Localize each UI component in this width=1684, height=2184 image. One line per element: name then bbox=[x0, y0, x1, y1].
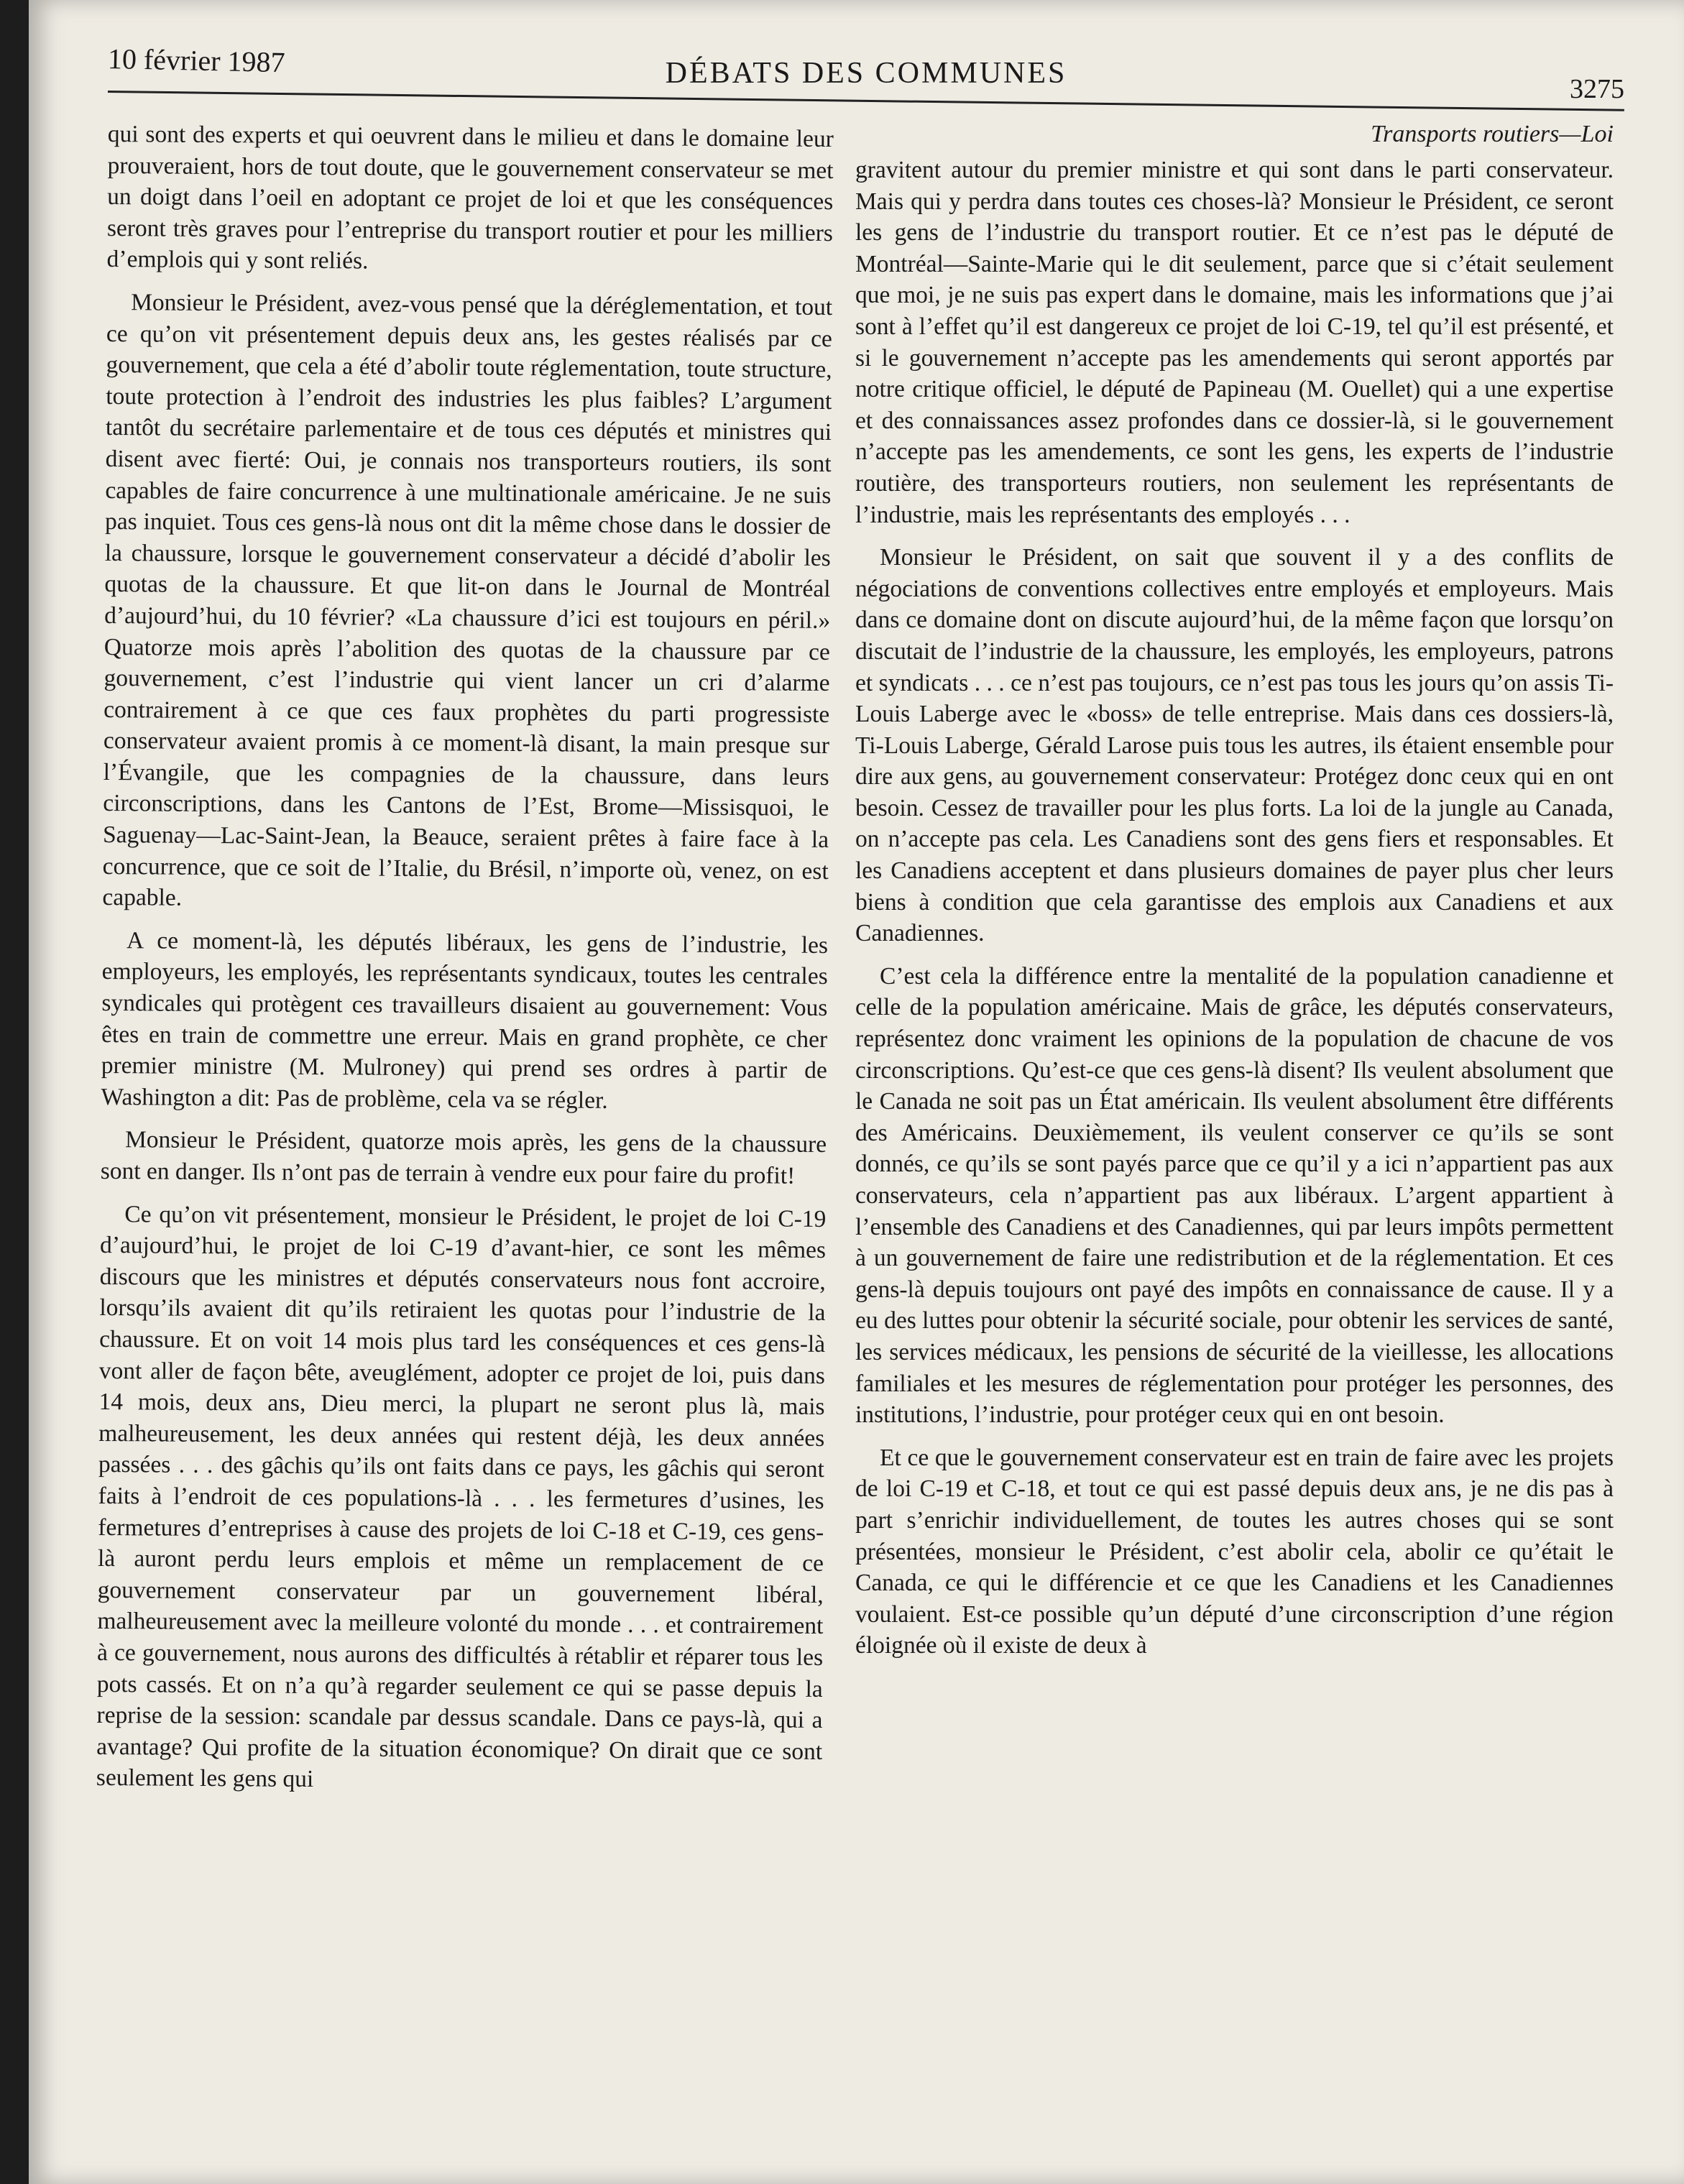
section-subheader: Transports routiers—Loi bbox=[1371, 121, 1614, 147]
right-column bbox=[855, 119, 1614, 1673]
header-rule bbox=[108, 91, 1624, 111]
right-paragraph: Monsieur le Président, on sait que souvent il y a des conflits de négociations de conventions collectives entre employés et employeurs. Mais dans ce domaine dont on discute aujourd’hui, de la même façon que lorsqu’on discutait de l’industrie de la chaussure, les employés, les employeurs, patrons et syndicats . . . ce n’est pas toujours, ce n’est pas tous les jours qu’on assis Ti-Louis Laberge avec le «boss» de telle entreprise. Mais dans ces dossiers-là, Ti-Louis Laberge, Gérald Larose puis tous les autres, ils étaient ensemble pour dire aux gens, au gouvernement conservateur: Protégez donc ceux qui en ont besoin. Cessez de travailler pour les plus forts. La loi de la jungle au Canada, on n’accepte pas cela. Les Canadiens sont des gens fiers et responsables. Et les Canadiens acceptent et dans plusieurs domaines de payer plus cher leurs biens à condition que cela garantisse des emplois aux Canadiens et aux Canadiennes. bbox=[855, 544, 1614, 947]
left-paragraph: qui sont des experts et qui oeuvrent dans le milieu et dans le domaine leur prouveraient, hors de tout doute, que le gouvernement conservateur se met un doigt dans l’oeil en adoptant ce projet de loi et que les conséquences seront très graves pour l’entreprise du transport routier et pour les milliers d’emplois qui y sont reliés. bbox=[106, 120, 834, 275]
header-title: DÉBATS DES COMMUNES bbox=[665, 57, 1067, 90]
header-page-number: 3275 bbox=[1570, 74, 1624, 104]
header-date: 10 février 1987 bbox=[107, 42, 286, 79]
left-paragraph: Monsieur le Président, avez-vous pensé que la déréglementation, et tout ce qu’on vit présentement depuis deux ans, les gestes réalisés par ce gouvernement, que cela a été d’abolir toute réglementation, toute structure, toute protection à l’endroit des industries les plus faibles? L’argument tantôt du secrétaire parlementaire et de tous ces députés et ministres qui disent avec fierté: Oui, je connais nos transporteurs routiers, ils sont capables de faire concurrence à une multinationale américaine. Je ne suis pas inquiet. Tous ces gens-là nous ont dit la même chose dans le dossier de la chaussure, lorsque le gouvernement conservateur a décidé d’abolir les quotas de la chaussure. Et que lit-on dans le Journal de Montréal d’aujourd’hui, du 10 février? «La chaussure d’ici est toujours en péril.» Quatorze mois après l’abolition des quotas de la chaussure par ce gouvernement, c’est l’industrie qui vient lancer un cri d’alarme contrairement à ce que ces faux prophètes du parti progressiste conservateur avaient promis à ce moment-là disant, la main presque sur l’Évangile, que les compagnies de la chaussure, dans leurs circonscriptions, dans les Cantons de l’Est, Brome—Missisquoi, le Saguenay—Lac-Saint-Jean, la Beauce, seraient prêtes à faire face à la concurrence, que ce soit de l’Italie, du Brésil, n’importe où, venez, on est capable. bbox=[102, 289, 833, 911]
right-paragraph: Et ce que le gouvernement conservateur est en train de faire avec les projets de loi C-19 et C-18, et tout ce qui est passé depuis deux ans, je ne dis pas à part s’enrichir individuellement, de toutes les autres choses qui se sont présentées, monsieur le Président, c’est abolir cela, abolir ce qu’était le Canada, ce qui le différencie et ce que les Canadiens et les Canadiennes voulaient. Est-ce possible qu’un député d’une circonscription d’une région éloignée où il existe de deux à bbox=[855, 1444, 1614, 1659]
left-paragraph: Monsieur le Président, quatorze mois après, les gens de la chaussure sont en danger. Ils n’ont pas de terrain à vendre eux pour faire du profit! bbox=[100, 1126, 827, 1189]
page-header bbox=[107, 29, 1624, 104]
left-paragraph: Ce qu’on vit présentement, monsieur le Président, le projet de loi C-19 d’aujourd’hui, le projet de loi C-19 d’avant-hier, ce sont les mêmes discours que les ministres et députés conservateurs nous font accroire, lorsqu’ils avaient dit qu’ils retiraient les quotas pour l’industrie de la chaussure. Et on voit 14 mois plus tard les conséquences et ces gens-là vont aller de façon bête, aveuglément, adopter ce projet de loi, puis dans 14 mois, deux ans, Dieu merci, la plupart ne seront plus là, mais malheureusement, les deux années qui restent déjà, les deux années passées . . . des gâchis qu’ils ont faits dans ce pays, les gâchis qui seront faits à l’endroit de ces populations-là . . . les fermetures d’usines, les fermetures d’entreprises à cause des projets de loi C-18 et C-19, ces gens-là auront perdu leurs emplois et même un remplacement de ce gouvernement conservateur par un gouvernement libéral, malheureusement avec la meilleure volonté du monde . . . et contrairement à ce gouvernement, nous aurons des difficultés à rétablir et réparer tous les pots cassés. Et on n’a qu’à regarder seulement ce qui se passe depuis la reprise de la session: scandale par dessus scandale. Dans ce pays-là, qui a avantage? Qui profite de la situation économique? On dirait que ce sont seulement les gens qui bbox=[96, 1200, 827, 1793]
right-paragraph: C’est cela la différence entre la mentalité de la population canadienne et celle de la population américaine. Mais de grâce, les députés conservateurs, représentez donc vraiment les opinions de la population de chacune de vos circonscriptions. Qu’est-ce que ces gens-là disent? Ils veulent absolument que le Canada ne soit pas un État américain. Ils veulent absolument être différents des Américains. Deuxièmement, ils veulent conserver ce qu’ils se sont donnés, ce qu’ils se sont payés parce que ce qu’il y a ici n’appartient pas aux conservateurs, cela n’appartient pas aux libéraux. L’argent appartient à l’ensemble des Canadiens et des Canadiennes, qui par leurs impôts permettent à un gouvernement de faire une redistribution et de la réglementation. Et ces gens-là depuis toujours ont payé des impôts en connaissance de cause. Il y a eu des luttes pour obtenir la sécurité sociale, pour obtenir les services de santé, les services médicaux, les pensions de sécurité de la vieillesse, les allocations familiales et les mesures de réglementation pour protéger les personnes, des institutions, l’industrie, pour protéger ceux qui en ont besoin. bbox=[855, 962, 1614, 1429]
document-page bbox=[29, 0, 1684, 2184]
right-paragraph: gravitent autour du premier ministre et qui sont dans le parti conservateur. Mais qui y perdra dans toutes ces choses-là? Monsieur le Président, ce seront les gens de l’industrie du transport routier. Et ce n’est pas le député de Montréal—Sainte-Marie qui le dit seulement, parce que si c’était seulement que moi, je ne suis pas expert dans le domaine, mais les informations que j’ai sont à l’effet qu’il est dangereux ce projet de loi C-19, tel qu’il est présenté, et si le gouvernement n’accepte pas les amendements qui seront apportés par notre critique officiel, le député de Papineau (M. Ouellet) qui a une expertise et des connaissances assez profondes dans ce dossier-là, si le gouvernement n’accepte pas les amendements, ce sont les gens, les experts de l’industrie routière, des transporteurs routiers, non seulement les représentants de l’industrie, mais les représentants des employés . . . bbox=[855, 157, 1614, 528]
left-column bbox=[96, 119, 834, 1810]
left-paragraph: A ce moment-là, les députés libéraux, les gens de l’industrie, les employeurs, les employés, les représentants syndicaux, toutes les centrales syndicales qui protègent ces travailleurs disaient au gouvernement: Vous êtes en train de commettre une erreur. Mais en grand prophète, ce cher premier ministre (M. Mulroney) qui prend ses ordres à partir de Washington a dit: Pas de problème, cela va se régler. bbox=[101, 927, 829, 1114]
